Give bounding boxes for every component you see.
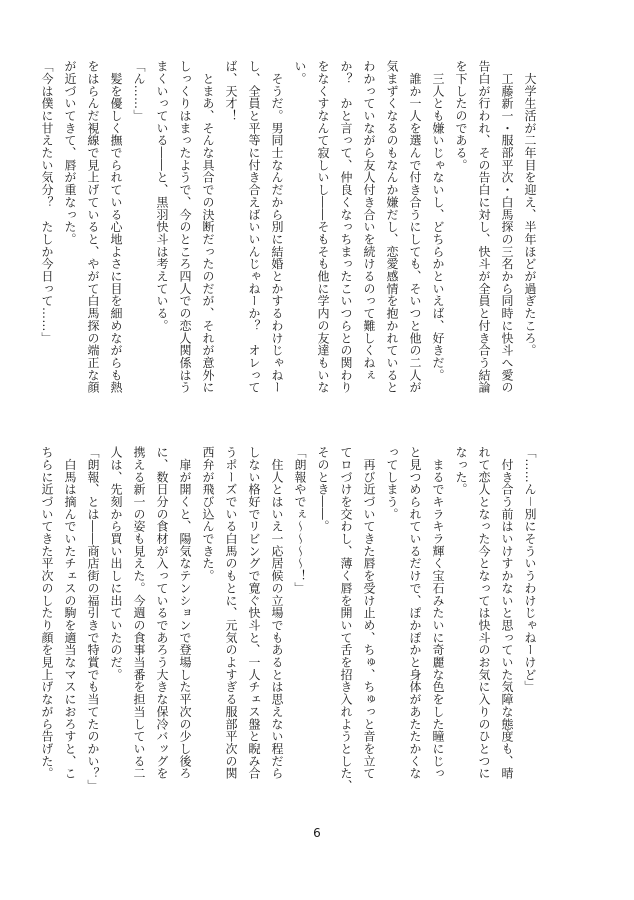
text-line: とまあ、そんな具合での決断だったのだが、それが意外に [201,60,215,394]
text-line: 西弁が飛び込んできた。 [201,446,215,582]
text-line: 「ん……」 [132,60,146,122]
text-line: 気まずくなるのもなんか嫌だし、恋愛感情を抱かれていると [385,60,399,394]
text-line: に、数日分の食材が入っているであろう大きな保冷バッグを [155,446,169,780]
text-line: をなくすなんて寂しいし――そもそも他に学内の友達もいな [316,60,330,394]
text-line: ってしまう。 [385,446,399,521]
lower-text-block [35,446,541,806]
text-line: 再び近づいてきた唇を受け止め、ちゅ、ちゅっと音を立て [362,446,376,780]
text-line: をはらんだ視線で見上げていると、やがて白馬探の端正な顔 [86,60,100,394]
text-line: ちらに近づいてきた平次のしたり顔を見上げながら告げた。 [40,446,54,780]
text-line: 大学生活が二年目を迎え、半年ほどが過ぎたころ。 [523,60,537,357]
text-line: 「朗報、とは――商店街の福引きで特賞でも当てたのかい？」 [86,446,100,792]
text-line: が近づいてきて、唇が重なった。 [63,60,77,246]
text-line: 人は、先刻から買い出しに出ていたのだ。 [109,446,123,681]
text-line: そのとき――。 [316,446,330,533]
text-line: か？ かと言って、仲良くなっちまったこいつらとの関わり [339,60,353,394]
text-line: てロづけを交わし、薄く唇を開いて舌を招き入れようとした、 [339,446,353,792]
text-line: れて恋人となった今となっては快斗のお気に入りのひとつに [477,446,491,780]
text-line: い。 [293,60,307,85]
text-line: わかっていながら友人付き合いを続けるのって難しくねぇ [362,60,376,382]
text-line: 髪を優しく撫でられている心地よさに目を細めながらも熱 [109,60,123,394]
text-line: なった。 [454,446,468,496]
text-line: 「今は僕に甘えたい気分？ たしか今日って……」 [40,60,54,345]
text-line: ば、天才！ [224,60,238,122]
text-line: 付き合う前はいけすかないと思っていた気障な態度も、晴 [500,446,514,780]
page-number: 6 [313,826,321,840]
text-line: 白馬は摘んでいたチェスの駒を適当なマスにおろすと、こ [63,446,77,780]
text-line: 「……ん－別にそういうわけじゃねーけど」 [523,446,537,693]
text-line: 住人とはいえ一応居候の立場でもあるとは思えない程だら [270,446,284,780]
text-line: まくいっている――と、黒羽快斗は考えている。 [155,60,169,332]
text-line: を下したのである。 [454,60,468,172]
text-line: 携える新一の姿も見えた。今週の食事当番を担当している二 [132,446,146,780]
text-line: 告白が行われ、その告白に対し、快斗が全員と付き合う結論 [477,60,491,394]
text-line: そうだ。男同士なんだから別に結婚とかするわけじゃねー [270,60,284,394]
text-line: 扉が開くと、陽気なテンションで登場した平次の少し後ろ [178,446,192,780]
upper-text-block [35,60,541,394]
text-line: 三人とも嫌いじゃないし、どちらかといえば、好きだ。 [431,60,445,382]
text-line: 工藤新一・服部平次・白馬探の三名から同時に快斗へ愛の [500,60,514,394]
text-line: うポーズでいる白馬のもとに、元気のよすぎる服部平次の関 [224,446,238,780]
text-line: しない格好でリビングで寛ぐ快斗と、一人チェス盤と睨み合 [247,446,261,780]
text-line: しっくりはまったようで、今のところ四人での恋人関係はう [178,60,192,394]
text-line: と見つめられているだけで、ぽかぽかと身体があたたかくな [408,446,422,780]
text-line: し、全員と平等に付き合えばいいんじゃねーか？ オレって [247,60,261,394]
text-line: まるでキラキラ輝く宝石みたいに奇麗な色をした瞳にじっ [431,446,445,780]
text-line: 「朗報やでぇ～～～～！」 [293,446,307,595]
text-line: 誰か一人を選んで付き合うにしても、そいつと他の二人が [408,60,422,394]
